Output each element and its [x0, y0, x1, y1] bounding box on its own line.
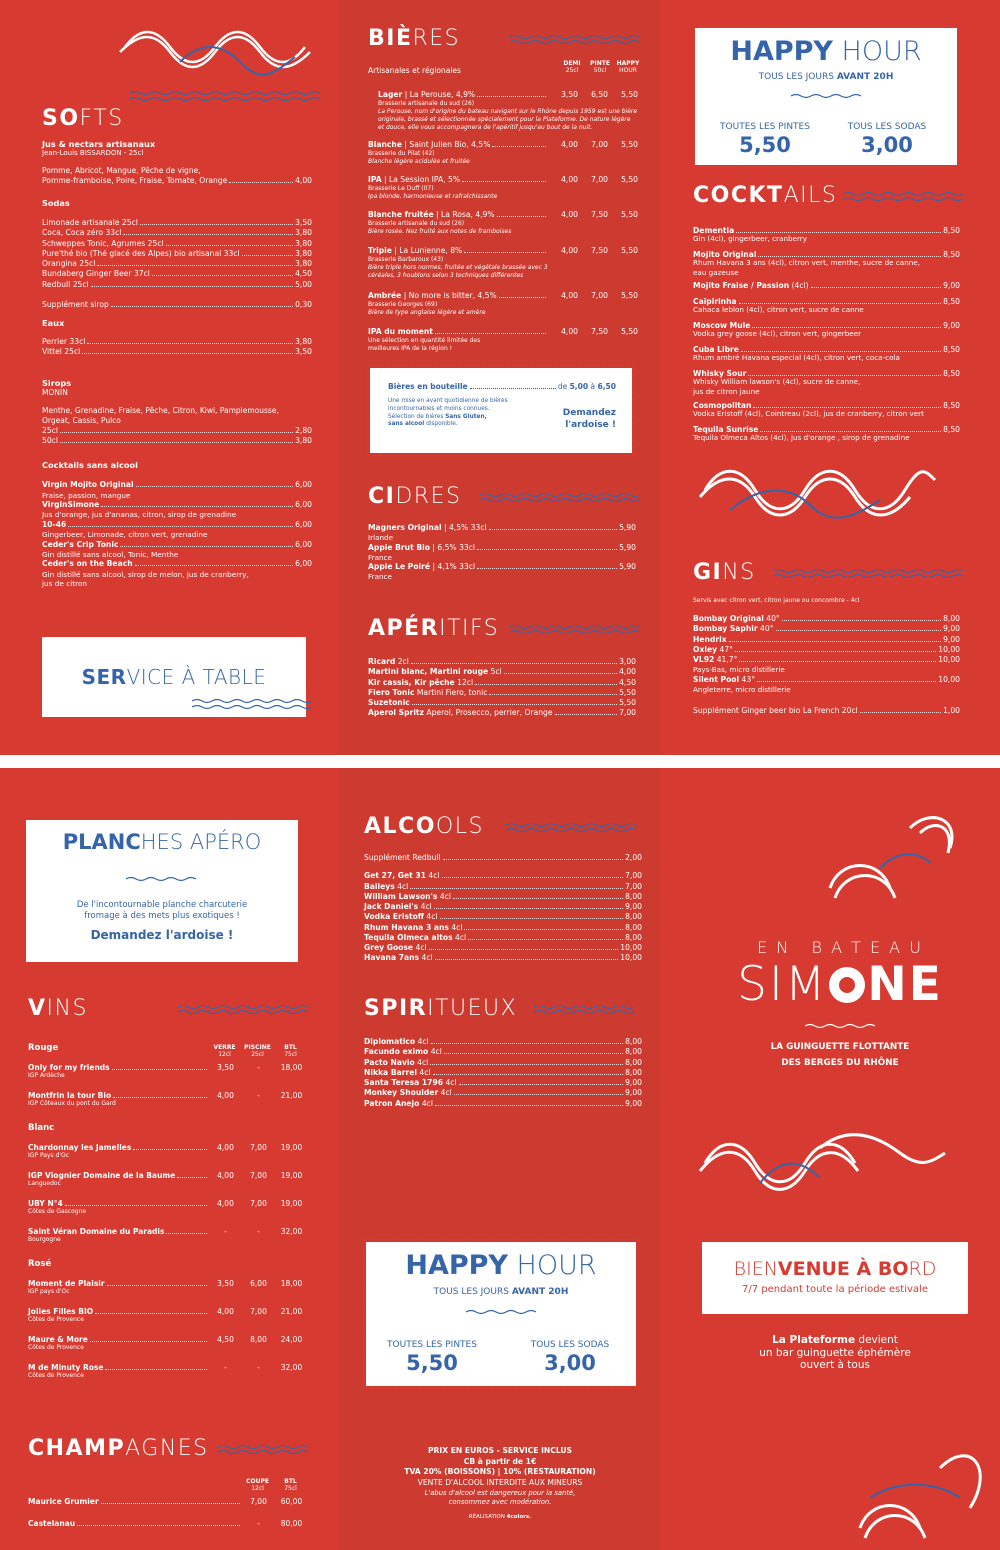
list-item: Nikka Barrel 4cl 8,00	[364, 1067, 642, 1077]
list-item: Maurice Grumier 7,00 60,00	[28, 1497, 303, 1506]
softs-section	[42, 106, 312, 589]
list-item: Suzetonic 5,50	[368, 698, 636, 707]
list-item: Whisky Sour 8,50 Whisky William lawson's (4cl), sucre de canne, jus de citron jaune	[693, 369, 960, 396]
wave-line	[843, 191, 963, 201]
legal-footer: PRIX EN EUROS - SERVICE INCLUS CB à partir de 1€ TVA 20% (BOISSONS) | 10% (RESTAURATION) VENTE D'ALCOOL INTERDITE AUX MINEURS L'abus d'alcool est dangereux pour la santé, consommez avec modération. RÉALISATION 4colors.	[404, 1446, 596, 1520]
list-item: Perrier 33cl 3,80	[42, 337, 312, 347]
list-item: Virgin Mojito Original 6,00	[42, 480, 312, 490]
list-item: Aperol Spritz Aperol, Prosecco, perrier, Orange 7,00	[368, 708, 636, 718]
service-a-table-text: SERVICE À TABLE	[81, 665, 267, 689]
list-item: VL92 41,7° 10,00	[693, 655, 960, 664]
list-item: Pure'thé bio (Thé glacé des Alpes) bio artisanal 33cl 3,80	[42, 248, 312, 258]
menu-sheet-front	[0, 0, 1000, 755]
service-a-table-card	[42, 637, 306, 717]
planches-apero-card	[26, 820, 298, 962]
wave-line	[130, 90, 320, 102]
bouteille-row: Bières en bouteille de 5,00 à 6,50	[388, 382, 616, 391]
list-item: Coca, Coca zéro 33cl 3,80	[42, 228, 312, 238]
vins-group-heading: Rouge	[28, 1043, 59, 1053]
brand-line-1: E N B A T E A U	[757, 938, 923, 957]
wave-decoration	[700, 1123, 950, 1203]
list-item: Oxley 47° 10,00	[693, 644, 960, 654]
wine-item: Maure & More 4,50 8,00 24,00 Côtes de Provence	[28, 1335, 303, 1351]
vins-group-heading: Blanc	[28, 1123, 55, 1133]
wine-item: Jolies Filles BIO 4,00 7,00 21,00 Côtes de Provence	[28, 1307, 303, 1323]
wave-line	[534, 1004, 642, 1014]
wave-decoration	[820, 1428, 990, 1548]
aperitifs-title: APÉRITIFS	[368, 616, 500, 641]
wine-item: Only for my friends 3,50 - 18,00 IGP Ardèche	[28, 1063, 303, 1079]
list-item: Caïpirinha 8,50 Cahaca leblon (4cl), citron vert, sucre de canne	[693, 297, 960, 315]
sirops-flavors-2: Orgeat, Cassis, Pulco	[42, 416, 121, 426]
menu-sheet-back	[0, 768, 1000, 1550]
list-item: Martini blanc, Martini rouge 5cl 4,00	[368, 667, 636, 677]
eaux-list	[42, 337, 312, 358]
wine-item: Chardonnay les Jamelles 4,00 7,00 19,00 IGP Pays d'Oc	[28, 1143, 303, 1159]
list-item: Ceder's Crip Tonic 6,00	[42, 539, 312, 549]
col-piscine: PISCINE 25cl	[244, 1044, 271, 1058]
brand-tagline: LA GUINGUETTE FLOTTANTE DES BERGES DU RHÔNE	[770, 1042, 910, 1068]
gins-supplement: Supplément Ginger beer bio La French 20cl 1,00	[693, 706, 960, 716]
sirops-flavors-1: Menthe, Grenadine, Fraise, Pêche, Citron, Kiwi, Pamplemousse,	[42, 406, 279, 416]
list-item: Schweppes Tonic, Agrumes 25cl 3,80	[42, 238, 312, 248]
col-happy-hour: HAPPY HOUR	[616, 60, 640, 74]
list-item: Bombay Original 40° 8,00	[693, 614, 960, 623]
life-ring-icon	[829, 967, 865, 1003]
alcools-supplement: Supplément Redbull 2,00	[364, 853, 642, 862]
vins-group-heading: Rosé	[28, 1259, 52, 1269]
wine-item: IGP Viognier Domaine de la Baume 4,00 7,00 19,00 Languedoc	[28, 1171, 303, 1187]
list-item: Ceder's on the Beach 6,00	[42, 559, 312, 569]
beer-item: Blanche fruitée | La Rosa, 4,9% 4,00 7,50 5,50 Brasserie artisanale du sud (26) Bière rosée. Nez fruité aux notes de framboises	[368, 210, 638, 236]
list-item: Orangina 25cl 3,80	[42, 259, 312, 269]
beer-item: IPA | La Session IPA, 5% 4,00 7,00 5,50 Brasserie Le Duff (07) Ipa blonde, harmonieuse et rafraîchissante	[368, 175, 638, 201]
list-item: Vodka Eristoff 4cl 8,00	[364, 912, 642, 922]
list-item: Kir cassis, Kir pêche 12cl 4,50	[368, 677, 636, 687]
list-item: Facundo eximo 4cl 8,00	[364, 1047, 642, 1057]
list-item: 50cl 3,80	[42, 436, 312, 446]
list-item: Mojito Original 8,50 Rhum Havana 3 ans (4cl), citron vert, menthe, sucre de canne, eau gazeuse	[693, 250, 960, 277]
list-item: Fiero Tonic Martini Fiero, tonic 5,50	[368, 687, 636, 697]
list-item: Diplomatico 4cl 8,00	[364, 1037, 642, 1046]
spiritueux-section	[364, 996, 642, 1109]
happy-hour-when: TOUS LES JOURS AVANT 20H	[433, 1287, 569, 1297]
list-item: Havana 7ans 4cl 10,00	[364, 953, 642, 963]
vins-section	[28, 996, 308, 1391]
item-desc: Gin distillé sans alcool, sirop de melon, jus de cranberry,	[42, 569, 249, 579]
spiritueux-title: SPIRITUEUX	[364, 996, 518, 1021]
item-desc: Fraise, passion, mangue	[42, 490, 131, 500]
happy-sodas-label: TOUS LES SODAS	[847, 122, 927, 132]
jus-heading: Jus & nectars artisanaux	[42, 139, 156, 149]
list-item: Limonade artisanale 25cl 3,50	[42, 218, 312, 228]
happy-hour-card-bottom	[366, 1242, 636, 1386]
bieres-list-2	[368, 140, 638, 353]
beer-item: Ambrée | No more is bitter, 4,5% 4,00 7,00 5,50 Brasserie Georges (69) Bière de type anglaise légère et amère	[368, 291, 638, 317]
wave-line	[126, 875, 196, 883]
gins-subtitle: Servis avec citron vert, citron jaune ou concombre - 4cl	[693, 597, 860, 604]
list-item: Get 27, Get 31 4cl 7,00	[364, 871, 642, 881]
sirops-brand: MONIN	[42, 387, 68, 397]
cidres-section	[368, 484, 638, 582]
col-btl: BTL 75cl	[284, 1478, 297, 1492]
bieres-subtitle: Artisanales et régionales	[368, 66, 461, 75]
wave-line	[218, 1444, 308, 1454]
bienvenue-title: BIENVENUE À BORD	[733, 1258, 937, 1280]
alcools-section	[364, 814, 642, 964]
list-item: Appie Le Poiré | 4,1% 33cl 5,90	[368, 562, 636, 572]
list-item: Redbull 25cl 5,00	[42, 279, 312, 289]
jus-flavors: Pomme, Abricot, Mangue, Pêche de vigne,	[42, 166, 201, 176]
champagnes-column-headers	[241, 1478, 307, 1492]
list-item: Grey Goose 4cl 10,00	[364, 943, 642, 952]
item-desc: Angleterre, micro distillerie	[693, 684, 791, 694]
spiritueux-list	[364, 1037, 642, 1109]
col-pinte: PINTE 50cl	[590, 60, 610, 74]
jus-row: Pomme-framboise, Poire, Fraise, Tomate, Orange 4,00	[42, 175, 312, 185]
wine-item: UBY N°4 4,00 7,00 19,00 Côtes de Gascogne	[28, 1199, 303, 1215]
list-item: Tequila Olmeca altos 4cl 8,00	[364, 932, 642, 942]
bouteille-desc: Une mise en avant quotidienne de bières incontournables et moins connues. Sélection de bières Sans Gluten, sans alcool disponible.	[388, 398, 508, 428]
happy-sodas-price: 3,00	[544, 1351, 596, 1375]
list-item: Dementia 8,50 Gin (4cl), gingerbeer, cranberry	[693, 226, 960, 244]
list-item: Bundaberg Ginger Beer 37cl 4,50	[42, 269, 312, 279]
cidres-title: CIDRES	[368, 484, 462, 509]
list-item: Tequila Sunrise 8,50 Tequila Olmeca Altos (4cl), jus d'orange , sirop de grenadine	[693, 425, 960, 443]
wave-line	[480, 492, 640, 502]
item-origin: France	[368, 552, 392, 562]
wave-line	[192, 697, 312, 715]
wave-line	[178, 1004, 308, 1014]
gins-title: GINS	[693, 560, 756, 585]
champagnes-section	[28, 1436, 308, 1528]
wine-item: Moment de Plaisir 3,50 6,00 18,00 IGP pays d'Oc	[28, 1279, 303, 1295]
list-item: Baileys 4cl 7,00	[364, 881, 642, 891]
wave-line	[466, 1308, 536, 1316]
alcools-list	[364, 871, 642, 963]
bouteille-ask: Demandez l'ardoise !	[562, 408, 616, 430]
wine-item: Montfrin la tour Bio 4,00 - 21,00 IGP Côteaux du pont du Gard	[28, 1091, 303, 1107]
list-item: Cuba Libre 8,50 Rhum ambré Havana especial (4cl), citron vert, coca-cola	[693, 345, 960, 363]
wine-item: Saint Véran Domaine du Paradis - - 32,00 Bourgogne	[28, 1227, 303, 1243]
item-desc: Jus d'orange, jus d'ananas, citron, sirop de grenadine	[42, 510, 237, 520]
vins-column-headers	[208, 1044, 307, 1058]
list-item: Santa Teresa 1796 4cl 9,00	[364, 1078, 642, 1087]
list-item: William Lawson's 4cl 8,00	[364, 891, 642, 901]
list-item: Rhum Havana 3 ans 4cl 8,00	[364, 922, 642, 932]
sodas-list	[42, 218, 312, 290]
gins-section	[693, 560, 960, 716]
happy-sodas-price: 3,00	[861, 133, 913, 157]
list-item: Silent Pool 43° 10,00	[693, 674, 960, 684]
sodas-heading: Sodas	[42, 198, 70, 209]
happy-hour-title: HAPPY HOUR	[730, 36, 922, 67]
beer-item: IPA du moment 4,00 7,50 5,50 Une sélection en quantité limitée des meilleures IPA de la région !	[368, 327, 638, 353]
happy-pintes-price: 5,50	[739, 133, 791, 157]
csa-list	[42, 480, 312, 588]
happy-pintes-label: TOUTES LES PINTES	[387, 1340, 477, 1350]
col-btl: BTL 75cl	[284, 1044, 297, 1058]
item-desc: Gingerbeer, Limonade, citron vert, grenadine	[42, 530, 208, 540]
item-desc: Gin distillé sans alcool, Tonic, Menthe	[42, 549, 179, 559]
col-coupe: COUPE 12cl	[246, 1478, 269, 1492]
wave-line	[773, 568, 963, 578]
happy-pintes-price: 5,50	[406, 1351, 458, 1375]
planches-ask: Demandez l'ardoise !	[90, 928, 234, 942]
wine-item: M de Minuty Rose - - 32,00 Côtes de Provence	[28, 1363, 303, 1379]
happy-hour-title: HAPPY HOUR	[405, 1250, 597, 1281]
cidres-list	[368, 523, 636, 582]
bieres-bouteille-card	[370, 368, 632, 453]
list-item: Moscow Mule 9,00 Vodka grey goose (4cl), citron vert, gingerbeer	[693, 321, 960, 339]
list-item: Monkey Shoulder 4cl 9,00	[364, 1088, 642, 1098]
list-item: 25cl 2,80	[42, 425, 312, 435]
cocktails-list	[693, 226, 960, 449]
wave-decoration	[820, 808, 970, 908]
list-item: Jack Daniel's 4cl 9,00	[364, 902, 642, 911]
planches-title: PLANCHES APÉRO	[62, 830, 262, 854]
list-item: 10-46 6,00	[42, 519, 312, 529]
list-item: Vittel 25cl 3,50	[42, 347, 312, 357]
list-item: Appie Brut Bio | 6,5% 33cl 5,90	[368, 542, 636, 552]
item-origin: Irlande	[368, 533, 394, 543]
beer-item: Blanche | Saint Julien Bio, 4,5% 4,00 7,00 5,50 Brasserie du Pilat (42) Blanche légère acidulée et fruitée	[368, 140, 638, 166]
list-item: Cosmopolitan 8,50 Vodka Eristoff (4cl), Cointreau (2cl), jus de cranberry, citron vert	[693, 401, 960, 419]
happy-hour-card-top	[695, 28, 957, 165]
champagnes-title: CHAMPAGNES	[28, 1436, 209, 1461]
sirops-heading: Sirops	[42, 377, 72, 388]
bieres-column-headers	[558, 60, 642, 74]
list-item: VirginSimone 6,00	[42, 500, 312, 510]
list-item: Ricard 2cl 3,00	[368, 657, 636, 666]
list-item: Magners Original | 4,5% 33cl 5,90	[368, 523, 636, 532]
happy-sodas-label: TOUS LES SODAS	[530, 1340, 610, 1350]
csa-heading: Cocktails sans alcool	[42, 460, 138, 471]
plateforme-text: La Plateforme devient un bar guinguette éphémère ouvert à tous	[759, 1334, 911, 1372]
list-item: Hendrix 9,00	[693, 634, 960, 644]
aperitifs-list	[368, 657, 636, 719]
list-item: Castelanau - 80,00	[28, 1519, 303, 1528]
beer-item: Lager | La Perouse, 4,9% 3,50 6,50 5,50 Brasserie artisanale du sud (26) La Perouse, nom d'origine du bateau navigant sur le Rhône depuis 1959 est une bière originale, brassé et sélectionnée spécialement pour la Plateforme. De nature légère et douce, elle vous accompagnera de l'apéritif jusqu'au bout de la nuit.	[378, 90, 638, 131]
cocktails-title: COCKTAILS	[693, 183, 838, 208]
vins-title: VINS	[28, 996, 88, 1021]
happy-hour-when: TOUS LES JOURS AVANT 20H	[758, 72, 894, 82]
item-desc: jus de citron	[42, 579, 88, 589]
jus-maker: Jean-Louis BISSARDON - 25cl	[42, 149, 144, 157]
wave-decoration	[120, 22, 320, 72]
col-demi: DEMI 25cl	[563, 60, 581, 74]
aperitifs-section	[368, 616, 638, 719]
cocktails-section	[693, 183, 960, 449]
wave-decoration	[700, 455, 940, 525]
wave-line	[805, 1022, 875, 1030]
planches-desc: De l'incontournable planche charcuterie fromage à des mets plus exotiques !	[76, 900, 248, 922]
item-origin: France	[368, 572, 392, 582]
bienvenue-card	[702, 1242, 968, 1314]
bienvenue-sub: 7/7 pendant toute la période estivale	[742, 1284, 928, 1295]
gins-list	[693, 614, 960, 716]
softs-title: SOFTS	[42, 106, 124, 131]
wave-line	[791, 92, 861, 100]
list-item: Bombay Saphir 40° 9,00	[693, 624, 960, 634]
sirop-supplement: Supplément sirop 0,30	[42, 299, 312, 309]
champagnes-list	[28, 1497, 308, 1528]
wave-line	[506, 822, 642, 832]
alcools-title: ALCOOLS	[364, 814, 484, 839]
brand-block	[700, 938, 980, 1072]
bieres-section	[368, 26, 640, 75]
eaux-heading: Eaux	[42, 318, 65, 329]
list-item: Pacto Navio 4cl 8,00	[364, 1057, 642, 1067]
list-item: Patron Anejo 4cl 9,00	[364, 1098, 642, 1108]
item-desc: Pays-Bas, micro distillerie	[693, 665, 785, 675]
wave-line	[510, 624, 640, 634]
vins-list	[28, 1043, 308, 1391]
wave-line	[510, 34, 640, 44]
col-verre: VERRE 12cl	[213, 1044, 236, 1058]
brand-logo: SIM NE	[737, 957, 943, 1012]
bieres-title: BIÈRES	[368, 26, 461, 51]
happy-pintes-label: TOUTES LES PINTES	[720, 122, 810, 132]
list-item: Mojito Fraise / Passion (4cl) 9,00	[693, 281, 960, 290]
bieres-list	[368, 90, 638, 140]
beer-item: Tripie | La Lunienne, 8% 4,00 7,50 5,50 Brasserie Barbaroux (43) Bière triple hors normes, fruitée et végétale brassée avec 3 céréales, 3 houblons selon 3 techniques différentes	[368, 246, 638, 279]
